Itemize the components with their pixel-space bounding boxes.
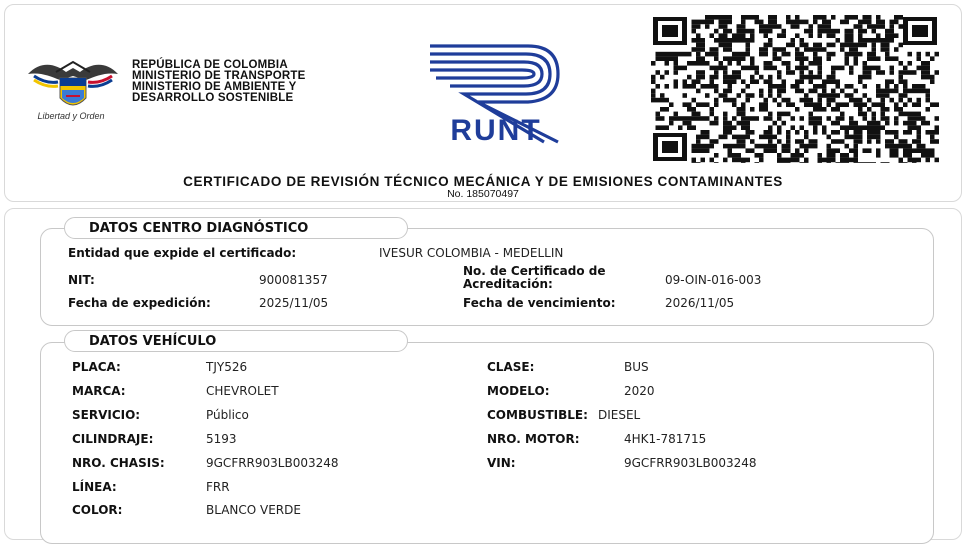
vencimiento-value: 2026/11/05 [665, 296, 735, 310]
acreditacion-value: 09-OIN-016-003 [665, 273, 762, 287]
combustible-value: DIESEL [598, 408, 641, 422]
servicio-value: Público [206, 408, 249, 422]
cilindraje-value: 5193 [206, 432, 237, 446]
vencimiento-label: Fecha de vencimiento: [463, 296, 616, 310]
linea-label: LÍNEA: [72, 480, 117, 494]
motor-value: 4HK1-781715 [624, 432, 707, 446]
diagnostic-center-section-title: DATOS CENTRO DIAGNÓSTICO [64, 217, 408, 239]
modelo-value: 2020 [624, 384, 655, 398]
ministry-line: MINISTERIO DE AMBIENTE Y [132, 81, 297, 93]
clase-value: BUS [624, 360, 649, 374]
entidad-value: IVESUR COLOMBIA - MEDELLIN [379, 246, 564, 260]
expedicion-value: 2025/11/05 [259, 296, 329, 310]
servicio-label: SERVICIO: [72, 408, 141, 422]
nit-value: 900081357 [259, 273, 328, 287]
vin-value: 9GCFRR903LB003248 [624, 456, 757, 470]
modelo-label: MODELO: [487, 384, 550, 398]
ministry-line: DESARROLLO SOSTENIBLE [132, 92, 294, 104]
placa-value: TJY526 [206, 360, 248, 374]
acreditacion-label: No. de Certificado de Acreditación: [463, 264, 606, 291]
combustible-label: COMBUSTIBLE: [487, 408, 588, 422]
vin-label: VIN: [487, 456, 516, 470]
certificate-title: CERTIFICADO DE REVISIÓN TÉCNICO MECÁNICA Y DE EMISIONES CONTAMINANTES [183, 174, 783, 189]
ministry-line: REPÚBLICA DE COLOMBIA [132, 59, 288, 71]
linea-value: FRR [206, 480, 230, 494]
crest-caption: Libertad y Orden [37, 111, 105, 121]
certificate-number: No. 185070497 [447, 188, 519, 200]
color-value: BLANCO VERDE [206, 503, 301, 517]
color-label: COLOR: [72, 503, 123, 517]
nit-label: NIT: [68, 273, 95, 287]
chasis-value: 9GCFRR903LB003248 [206, 456, 339, 470]
cilindraje-label: CILINDRAJE: [72, 432, 154, 446]
issuing-ministries [132, 60, 305, 104]
clase-label: CLASE: [487, 360, 535, 374]
marca-value: CHEVROLET [206, 384, 279, 398]
qr-code-icon [651, 15, 939, 163]
ministry-line: MINISTERIO DE TRANSPORTE [132, 70, 306, 82]
runt-logo-text: RUNT [450, 114, 542, 147]
motor-label: NRO. MOTOR: [487, 432, 580, 446]
expedicion-label: Fecha de expedición: [68, 296, 211, 310]
chasis-label: NRO. CHASIS: [72, 456, 165, 470]
entidad-label: Entidad que expide el certificado: [68, 246, 297, 260]
vehicle-section-title: DATOS VEHÍCULO [64, 330, 408, 352]
placa-label: PLACA: [72, 360, 121, 374]
marca-label: MARCA: [72, 384, 126, 398]
